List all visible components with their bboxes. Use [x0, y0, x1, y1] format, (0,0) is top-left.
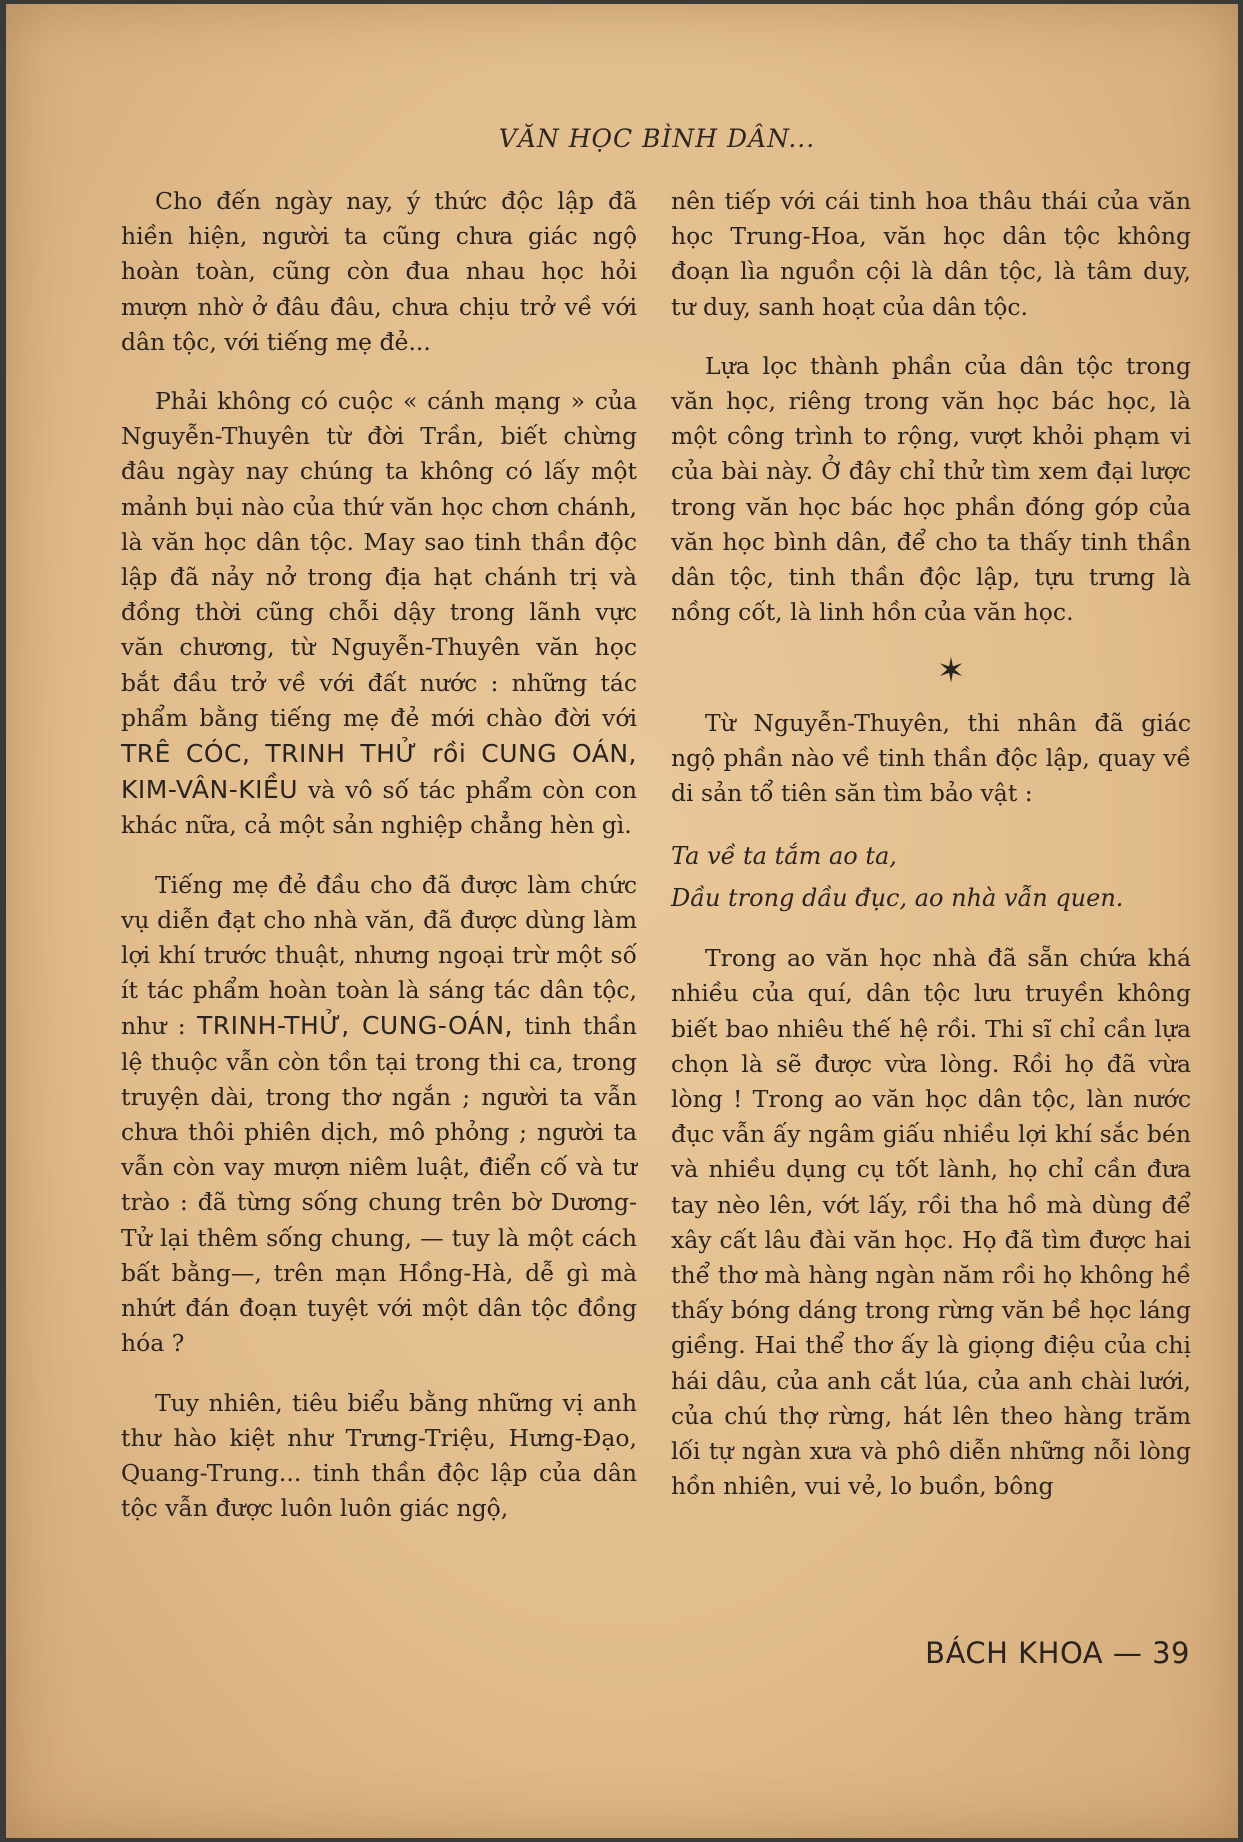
running-title: VĂN HỌC BÌNH DÂN...: [498, 124, 816, 153]
work-titles: TRÊ CÓC, TRINH THỬ rồi CUNG OÁN, KIM-VÂN-KIỀU: [121, 739, 637, 805]
paragraph-text: Tiếng mẹ đẻ đầu cho đã được làm chức vụ diễn đạt cho nhà văn, đã được dùng làm lợi khí trước thuật, nhưng ngoại trừ một số ít tác phẩm hoàn toàn là sáng tác dân tộc, như :: [121, 870, 637, 1041]
footer-separator: —: [1112, 1636, 1143, 1670]
work-titles: TRINH-THỬ, CUNG-OÁN,: [196, 1011, 513, 1041]
paragraph: nên tiếp với cái tinh hoa thâu thái của văn học Trung-Hoa, văn học dân tộc không đoạn lìa nguồn cội là dân tộc, là tâm duy, tư duy, sanh hoạt của dân tộc.: [671, 187, 1191, 321]
verse-quote: [671, 835, 1191, 919]
left-column: [121, 184, 637, 1550]
verse-line: Dầu trong dầu đục, ao nhà vẫn quen.: [671, 884, 1124, 913]
paragraph-text: và vô số tác phẩm còn con khác nữa, cả một sản nghiệp chẳng hèn gì.: [121, 776, 637, 840]
paragraph: [121, 868, 637, 1362]
paragraph: Trong ao văn học nhà đã sẵn chứa khá nhiều của quí, dân tộc lưu truyền không biết bao nhiêu thế hệ rồi. Thi sĩ chỉ cần lựa chọn là sẽ được vừa lòng. Rồi họ đã vừa lòng ! Trong ao văn học dân tộc, làn nước đục vẫn ấy ngâm giấu nhiều lợi khí sắc bén và nhiều dụng cụ tốt lành, họ chỉ cần đưa tay nèo lên, vớt lấy, rồi tha hồ mà dùng để xây cất lâu đài văn học. Họ đã tìm được hai thể thơ mà hàng ngàn năm rồi họ không hề thấy bóng dáng trong rừng văn bề học láng giềng. Hai thể thơ ấy là giọng điệu của chị hái dâu, của anh cắt lúa, của anh chài lưới, của chú thợ rừng, hát lên theo hàng trăm lối tự ngàn xưa và phô diễn những nỗi lòng hồn nhiên, vui vẻ, lo buồn, bông: [671, 944, 1191, 1501]
paragraph: Tuy nhiên, tiêu biểu bằng những vị anh thư hào kiệt như Trưng-Triệu, Hưng-Đạo, Quang-Trung... tinh thần độc lập của dân tộc vẫn được luôn luôn giác ngộ,: [121, 1388, 637, 1523]
paragraph: Lựa lọc thành phần của dân tộc trong văn học, riêng trong văn học bác học, là một công trình to rộng, vượt khỏi phạm vi của bài này. Ở đây chỉ thử tìm xem đại lược trong văn học bác học phần đóng góp của văn học bình dân, để cho ta thấy tinh thần dân tộc, tinh thần độc lập, tựu trưng là nồng cốt, là linh hồn của văn học.: [671, 351, 1191, 627]
paragraph-text: Phải không có cuộc « cánh mạng » của Nguyễn-Thuyên từ đời Trần, biết chừng đâu ngày nay chúng ta không có lấy một mảnh bụi nào của thứ văn học chơn chánh, là văn học dân tộc. May sao tinh thần độc lập đã nảy nở trong địa hạt chánh trị và đồng thời cũng chỗi dậy trong lãnh vực văn chương, từ Nguyễn-Thuyên văn học bắt đầu trở về với đất nước : những tác phẩm bằng tiếng mẹ đẻ mới chào đời với: [121, 387, 637, 732]
paragraph: Từ Nguyễn-Thuyên, thi nhân đã giác ngộ phần nào về tinh thần độc lập, quay về di sản tổ tiên săn tìm bảo vật :: [671, 708, 1191, 808]
paragraph-text: tinh thần lệ thuộc vẫn còn tồn tại trong thi ca, trong truyện dài, trong thơ ngắn ; người ta vẫn chưa thôi phiên dịch, mô phỏng ; người ta vẫn còn vay mượn niêm luật, điển cố và tư trào : đã từng sống chung trên bờ Dương-Tử lại thêm sống chung, — tuy là một cách bất bằng—, trên mạn Hồng-Hà, dễ gì mà nhứt đán đoạn tuyệt với một dân tộc đồng hóa ?: [121, 1012, 637, 1358]
paragraph: Cho đến ngày nay, ý thức độc lập đã hiền hiện, người ta cũng chưa giác ngộ hoàn toàn, cũng còn đua nhau học hỏi mượn nhờ ở đâu đâu, chưa chịu trở về với dân tộc, với tiếng mẹ đẻ...: [121, 187, 637, 356]
right-column: [671, 184, 1191, 1529]
magazine-page: [6, 4, 1238, 1838]
paragraph: [121, 384, 637, 844]
section-star-icon: ✶: [936, 651, 966, 692]
page-number: 39: [1152, 1636, 1190, 1670]
verse-line: Ta về ta tắm ao ta,: [671, 842, 897, 871]
magazine-name: BÁCH KHOA: [925, 1636, 1104, 1670]
page-footer: [925, 1636, 1190, 1670]
